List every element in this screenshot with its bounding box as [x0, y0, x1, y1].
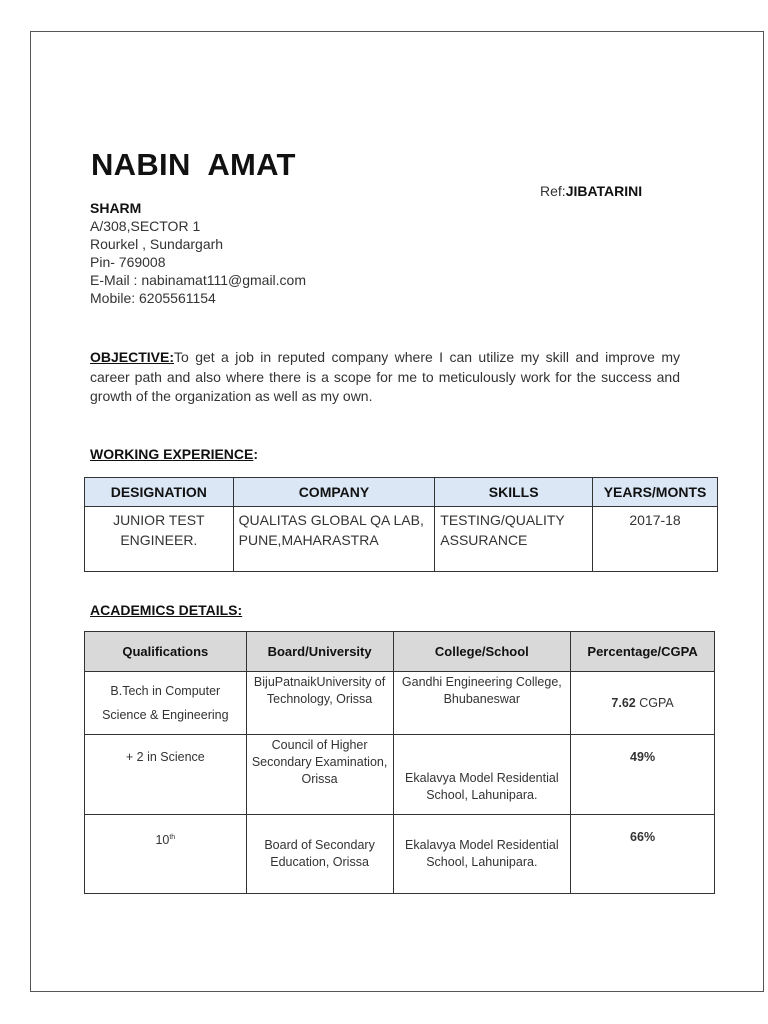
objective-label: OBJECTIVE:: [90, 349, 175, 365]
address-line-1: A/308,SECTOR 1: [90, 218, 201, 234]
table-row: [85, 815, 715, 894]
score-value: 7.62: [611, 695, 636, 710]
mobile: Mobile: 6205561154: [90, 290, 216, 306]
score-cell: [571, 815, 715, 894]
skills-cell: TESTING/QUALITY ASSURANCE: [435, 507, 593, 572]
qualification-superscript: th: [169, 834, 176, 841]
score-value: 66%: [630, 830, 656, 844]
working-experience-colon: :: [253, 446, 259, 462]
table-row: [85, 507, 718, 572]
candidate-name: NABIN AMAT: [91, 147, 296, 182]
ref-label: Ref:: [540, 183, 566, 199]
name-continuation: SHARM: [90, 200, 142, 216]
qualification-cell: [85, 672, 247, 735]
score-value: 49%: [630, 750, 656, 764]
working-experience-heading: [90, 446, 258, 462]
column-header: Qualifications: [85, 632, 247, 672]
column-header: College/School: [393, 632, 571, 672]
objective-text: To get a job in reputed company where I can utilize my skill and improve my career path and also where there is a scope for me to meticulously work for the success and growth of the organization as well as my own.: [90, 349, 680, 404]
qualification-cell: [85, 815, 247, 894]
score-cell: [571, 735, 715, 815]
score-cell: [571, 672, 715, 735]
contact-block: [90, 199, 306, 307]
column-header: SKILLS: [435, 478, 593, 507]
objective-paragraph: [90, 348, 680, 407]
board-cell: Council of Higher Secondary Examination, Orissa: [246, 735, 393, 815]
academics-heading: ACADEMICS DETAILS:: [90, 602, 243, 618]
board-cell: Board of Secondary Education, Orissa: [246, 815, 393, 894]
designation-cell: JUNIOR TEST ENGINEER.: [85, 507, 234, 572]
table-header-row: [85, 478, 718, 507]
table-header-row: [85, 632, 715, 672]
address-line-2: Rourkel , Sundargarh: [90, 236, 224, 252]
working-experience-title: WORKING EXPERIENCE: [90, 446, 254, 462]
reference: [540, 183, 642, 199]
qualification-line: B.Tech in Computer: [110, 684, 221, 698]
qualification-line: Science & Engineering: [102, 708, 229, 722]
column-header: DESIGNATION: [85, 478, 234, 507]
college-cell: Gandhi Engineering College, Bhubaneswar: [393, 672, 571, 735]
email: E-Mail : nabinamat111@gmail.com: [90, 272, 307, 288]
ref-value: JIBATARINI: [565, 183, 643, 199]
column-header: Percentage/CGPA: [571, 632, 715, 672]
work-experience-table: [84, 477, 718, 572]
board-cell: BijuPatnaikUniversity of Technology, Orissa: [246, 672, 393, 735]
column-header: COMPANY: [233, 478, 435, 507]
table-row: [85, 672, 715, 735]
qualification-cell: + 2 in Science: [85, 735, 247, 815]
pin-code: Pin- 769008: [90, 254, 166, 270]
college-cell: Ekalavya Model Residential School, Lahunipara.: [393, 735, 571, 815]
column-header: YEARS/MONTS: [593, 478, 718, 507]
company-cell: QUALITAS GLOBAL QA LAB, PUNE,MAHARASTRA: [233, 507, 435, 572]
academics-table: [84, 631, 715, 894]
column-header: Board/University: [246, 632, 393, 672]
score-unit: CGPA: [635, 695, 674, 710]
college-cell: Ekalavya Model Residential School, Lahunipara.: [393, 815, 571, 894]
qualification-text: 10: [155, 833, 170, 848]
years-cell: 2017-18: [593, 507, 718, 572]
table-row: [85, 735, 715, 815]
